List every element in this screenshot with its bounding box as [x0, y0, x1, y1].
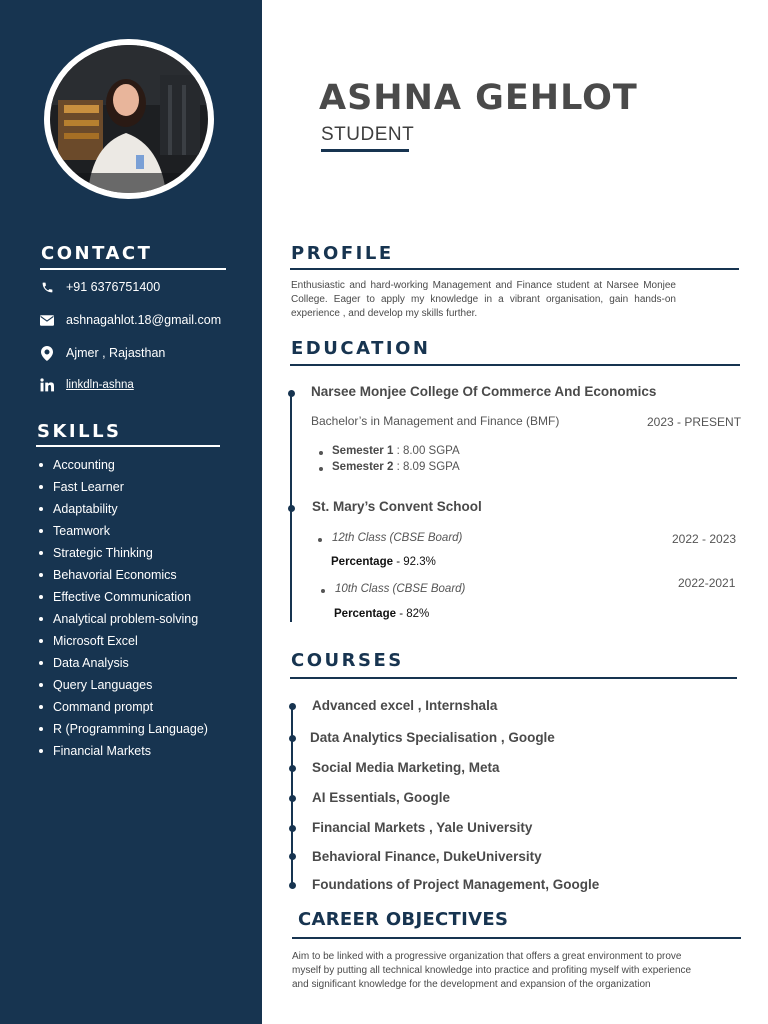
course-item: Social Media Marketing, Meta: [312, 760, 500, 775]
person-role: STUDENT: [321, 124, 415, 145]
school-name: St. Mary’s Convent School: [312, 499, 482, 514]
timeline-dot: [289, 853, 296, 860]
skill-item: Query Languages: [36, 676, 208, 698]
courses-divider: [290, 677, 737, 679]
profile-divider: [290, 268, 739, 270]
timeline-dot: [289, 825, 296, 832]
course-item: Behavioral Finance, DukeUniversity: [312, 849, 542, 864]
email-address[interactable]: ashnagahlot.18@gmail.com: [66, 313, 222, 327]
location-text: Ajmer , Rajasthan: [66, 346, 166, 360]
class-10-percentage: Percentage - 82%: [334, 608, 430, 620]
courses-heading: COURSES: [291, 650, 404, 671]
sidebar: [0, 0, 262, 1024]
skill-item: Accounting: [36, 456, 208, 478]
contact-location: [40, 346, 165, 360]
profile-text: Enthusiastic and hard-working Management and Finance student at Narsee Monjee College. Eager to apply my knowledge in a vibrant organisation, gain hands-on experience , and develop my skills further.: [291, 280, 676, 319]
avatar: [44, 39, 214, 199]
semester-2: Semester 2 : 8.09 SGPA: [332, 461, 460, 473]
career-heading: CAREER OBJECTIVES: [298, 909, 509, 930]
degree-name: Bachelor’s in Management and Finance (BMF): [311, 414, 560, 428]
class-10: 10th Class (CBSE Board): [335, 583, 466, 595]
timeline-dot: [288, 505, 295, 512]
skill-item: Adaptability: [36, 500, 208, 522]
semester-1: Semester 1 : 8.00 SGPA: [332, 445, 460, 457]
class-12-percentage: Percentage - 92.3%: [331, 556, 436, 568]
contact-phone: [40, 280, 160, 294]
profile-heading: PROFILE: [291, 243, 394, 264]
course-item: AI Essentials, Google: [312, 790, 451, 805]
class-12: 12th Class (CBSE Board): [332, 532, 463, 544]
phone-number[interactable]: +91 6376751400: [66, 280, 161, 294]
timeline-dot: [289, 703, 296, 710]
timeline-dot: [289, 882, 296, 889]
email-icon: [40, 313, 54, 327]
skill-item: Fast Learner: [36, 478, 208, 500]
timeline-dot: [288, 390, 295, 397]
skill-item: Strategic Thinking: [36, 544, 208, 566]
linkedin-link[interactable]: linkdln-ashna: [66, 379, 134, 391]
career-divider: [292, 937, 741, 939]
skill-item: Data Analysis: [36, 654, 208, 676]
contact-divider: [40, 268, 226, 270]
career-text: Aim to be linked with a progressive organization that offers a great environment to prove myself by putting all technical knowledge into practice and profiting myself with experience and significant knowledge for the development and expansion of the organization: [292, 951, 692, 990]
person-name: ASHNA GEHLOT: [319, 78, 638, 118]
profile-photo: [50, 45, 208, 193]
contact-email: [40, 313, 221, 327]
skill-item: Behavorial Economics: [36, 566, 208, 588]
course-item: Advanced excel , Internshala: [312, 698, 498, 713]
phone-icon: [40, 280, 54, 294]
role-underline: [321, 149, 409, 152]
timeline-dot: [289, 795, 296, 802]
course-item: Data Analytics Specialisation , Google: [310, 730, 555, 745]
skill-item: Effective Communication: [36, 588, 208, 610]
skill-item: Financial Markets: [36, 742, 208, 764]
course-item: Foundations of Project Management, Google: [312, 877, 600, 892]
class-10-date: 2022-2021: [678, 576, 736, 590]
skill-item: R (Programming Language): [36, 720, 208, 742]
skills-divider: [36, 445, 220, 447]
location-pin-icon: [40, 346, 54, 360]
skill-item: Microsoft Excel: [36, 632, 208, 654]
school-name: Narsee Monjee College Of Commerce And Economics: [311, 384, 657, 399]
contact-heading: CONTACT: [41, 243, 153, 264]
education-heading: EDUCATION: [291, 338, 431, 359]
skill-item: Teamwork: [36, 522, 208, 544]
timeline-dot: [289, 765, 296, 772]
degree-date: 2023 - PRESENT: [647, 415, 742, 429]
skills-list: [36, 456, 208, 764]
timeline-dot: [289, 735, 296, 742]
skills-heading: SKILLS: [37, 421, 122, 442]
skill-item: Command prompt: [36, 698, 208, 720]
education-divider: [290, 364, 740, 366]
contact-linkedin: [40, 378, 134, 392]
course-item: Financial Markets , Yale University: [312, 820, 533, 835]
skill-item: Analytical problem-solving: [36, 610, 208, 632]
class-12-date: 2022 - 2023: [672, 532, 737, 546]
linkedin-icon: [40, 378, 54, 392]
